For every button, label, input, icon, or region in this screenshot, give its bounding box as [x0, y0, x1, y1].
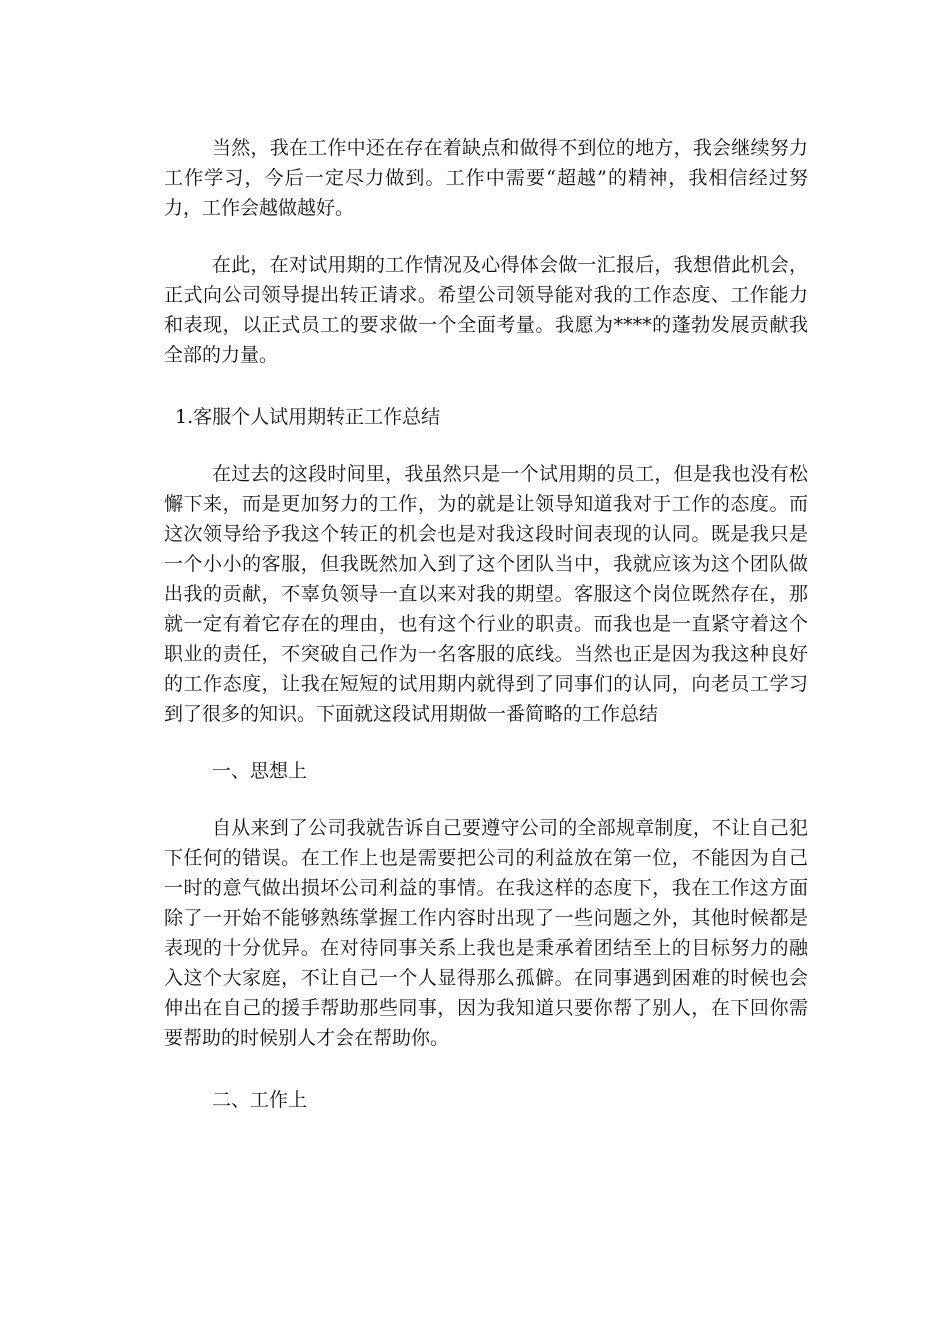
heading-ideology: 一、思想上 — [212, 760, 308, 782]
paragraph-conclusion: 当然，我在工作中还在存在着缺点和做得不到位的地方，我会继续努力工作学习，今后一定尽力做到。工作中需要“超越”的精神，我相信经过努力，工作会越做越好。 — [164, 137, 808, 219]
paragraph-probation-overview: 在过去的这段时间里，我虽然只是一个试用期的员工，但是我也没有松懈下来，而是更加努力的工作，为的就是让领导知道我对于工作的态度。而这次领导给予我这个转正的机会也是对我这段时间表现的认同。既是我只是一个小小的客服，但我既然加入到了这个团队当中，我就应该为这个团队做出我的贡献，不辜负领导一直以来对我的期望。客服这个岗位既然存在，那就一定有着它存在的理由，也有这个行业的职责。而我也是一直紧守着这个职业的责任，不突破自己作为一名客服的底线。当然也正是因为我这种良好的工作态度，让我在短短的试用期内就得到了同事们的认同，向老员工学习到了很多的知识。下面就这段试用期做一番简略的工作总结 — [164, 463, 808, 725]
heading-work: 二、工作上 — [212, 1089, 308, 1111]
section-title: 1.客服个人试用期转正工作总结 — [175, 406, 441, 428]
paragraph-ideology: 自从来到了公司我就告诉自己要遵守公司的全部规章制度，不让自己犯下任何的错误。在工作上也是需要把公司的利益放在第一位，不能因为自己一时的意气做出损坏公司利益的事情。在我这样的态度下，我在工作这方面除了一开始不能够熟练掌握工作内容时出现了一些问题之外，其他时候都是表现的十分优异。在对待同事关系上我也是秉承着团结至上的目标努力的融入这个大家庭，不让自己一个人显得那么孤僻。在同事遇到困难的时候也会伸出在自己的援手帮助那些同事，因为我知道只要你帮了别人，在下回你需要帮助的时候别人才会在帮助你。 — [164, 817, 808, 1049]
paragraph-regularization-request: 在此，在对试用期的工作情况及心得体会做一汇报后，我想借此机会，正式向公司领导提出转正请求。希望公司领导能对我的工作态度、工作能力和表现，以正式员工的要求做一个全面考量。我愿为****的蓬勃发展贡献我全部的力量。 — [164, 254, 808, 366]
document-body — [164, 133, 808, 1115]
